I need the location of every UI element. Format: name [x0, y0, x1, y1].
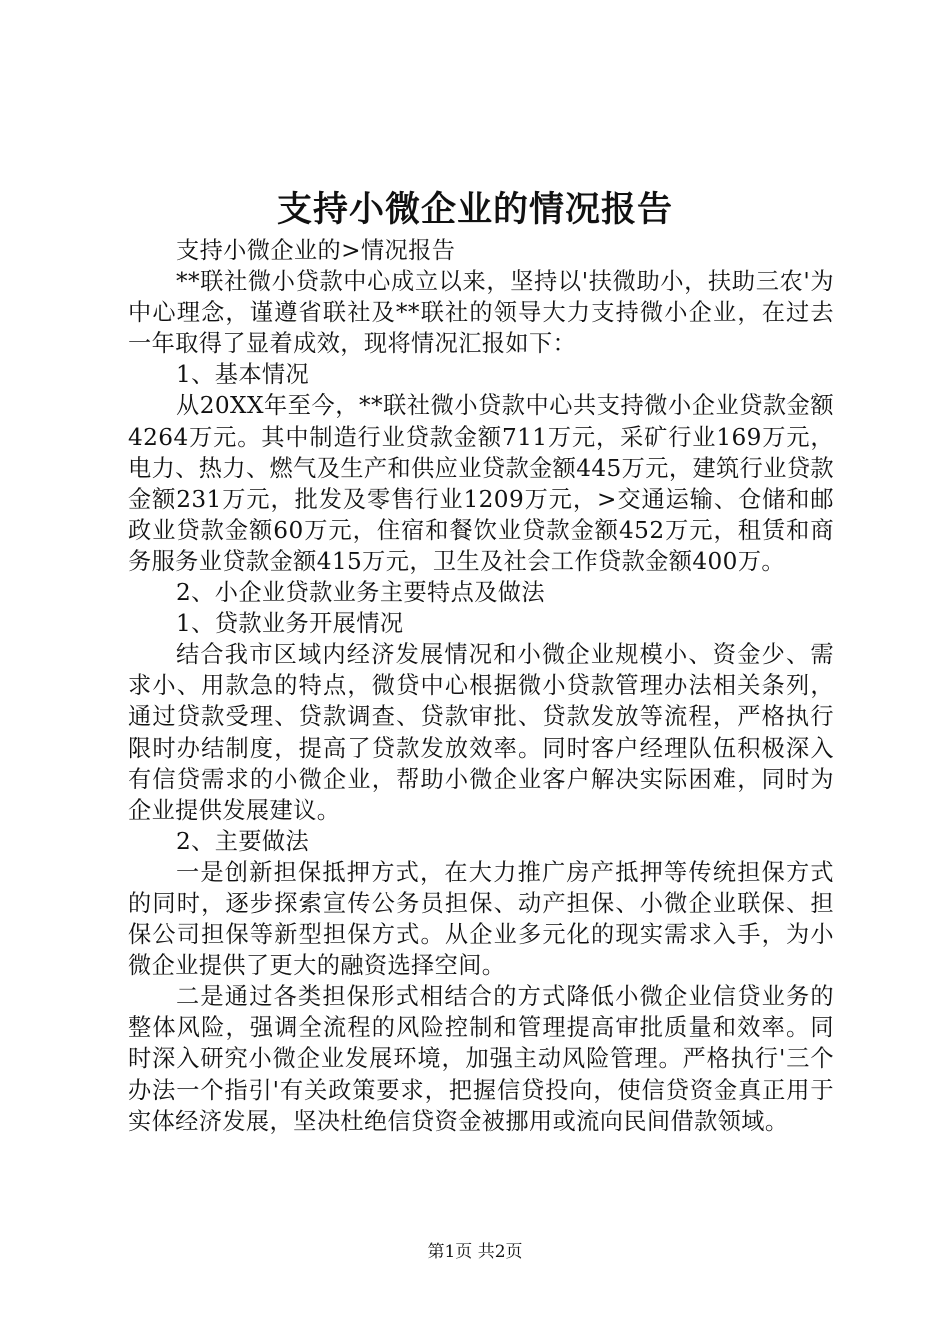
- page-number-footer: 第1页 共2页: [427, 1242, 523, 1262]
- document-title: 支持小微企业的情况报告: [276, 189, 673, 230]
- paragraph-practice-one: 一是创新担保抵押方式，在大力推广房产抵押等传统担保方式的同时，逐步探索宣传公务员担保、动产担保、小微企业联保、担保公司担保等新型担保方式。从企业多元化的现实需求入手，为小微企业提供了更大的融资选择空间。: [128, 858, 834, 980]
- paragraph-intro: **联社微小贷款中心成立以来，坚持以'扶微助小，扶助三农'为中心理念，谨遵省联社及**联社的领导大力支持微小企业，在过去一年取得了显着成效，现将情况汇报如下：: [128, 268, 834, 358]
- heading-loan-business: 1、贷款业务开展情况: [176, 610, 404, 638]
- paragraph-loan-figures: 从20XX年至今，**联社微小贷款中心共支持微小企业贷款金额4264万元。其中制造行业贷款金额711万元，采矿行业169万元，电力、热力、燃气及生产和供应业贷款金额445万元，建筑行业贷款金额231万元，批发及零售行业1209万元，>交通运输、仓储和邮政业贷款金额60万元，住宿和餐饮业贷款金额452万元，租赁和商务服务业贷款金额415万元，卫生及社会工作贷款金额400万。: [128, 392, 834, 575]
- heading-main-practices: 2、主要做法: [176, 827, 310, 855]
- paragraph-subtitle: 支持小微企业的>情况报告: [176, 237, 456, 264]
- heading-features-and-practices: 2、小企业贷款业务主要特点及做法: [176, 579, 545, 607]
- paragraph-practice-two: 二是通过各类担保形式相结合的方式降低小微企业信贷业务的整体风险，强调全流程的风险控制和管理提高审批质量和效率。同时深入研究小微企业发展环境，加强主动风险管理。严格执行'三个办法一个指引'有关政策要求，把握信贷投向，使信贷资金真正用于实体经济发展，坚决杜绝信贷资金被挪用或流向民间借款领域。: [128, 983, 834, 1135]
- document-body: [128, 235, 834, 1137]
- heading-basic-situation: 1、基本情况: [176, 361, 310, 389]
- paragraph-loan-business: 结合我市区域内经济发展情况和小微企业规模小、资金少、需求小、用款急的特点，微贷中心根据微小贷款管理办法相关条列，通过贷款受理、贷款调查、贷款审批、贷款发放等流程，严格执行限时办结制度，提高了贷款发放效率。同时客户经理队伍积极深入有信贷需求的小微企业，帮助小微企业客户解决实际困难，同时为企业提供发展建议。: [128, 641, 834, 824]
